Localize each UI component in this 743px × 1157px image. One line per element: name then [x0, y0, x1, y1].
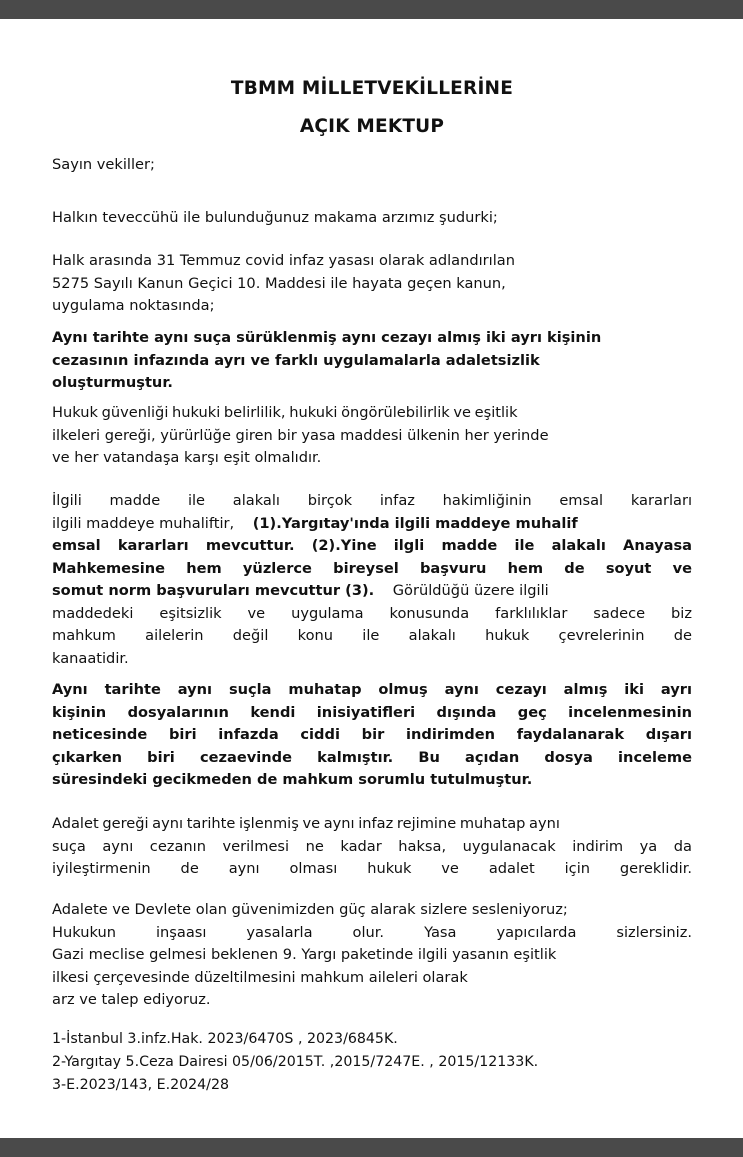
paragraph-line: uygulama noktasında;: [52, 297, 215, 314]
footnote-3: 3-E.2023/143, E.2024/28: [52, 1077, 230, 1093]
paragraph-line: Adalet gereği aynı tarihte işlenmiş ve aynı infaz rejimine muhatap aynı: [52, 815, 560, 832]
paragraph-7: [52, 899, 692, 1012]
paragraph-5-bold: [52, 679, 692, 792]
top-dark-bar: [0, 0, 743, 19]
citation-bold: somut norm başvuruları mevcuttur (3).: [52, 582, 375, 599]
salutation: Sayın vekiller;: [52, 156, 155, 173]
citation-bold: emsal kararları mevcuttur. (2).Yine ilgli madde ile alakalı Anayasa: [52, 537, 692, 554]
paragraph-line: iyileştirmenin de aynı olması hukuk ve adalet için gereklidir.: [52, 860, 692, 877]
paragraph-line: arz ve talep ediyoruz.: [52, 991, 211, 1008]
citation-bold: Mahkemesine hem yüzlerce bireysel başvuru hem de soyut ve: [52, 559, 692, 577]
letter-subtitle: AÇIK MEKTUP: [299, 116, 445, 137]
paragraph-line: Aynı tarihte aynı suçla muhatap olmuş aynı cezayı almış iki ayrı: [52, 681, 692, 698]
paragraph-line: Hukukun inşaası yasalarla olur. Yasa yapıcılarda sizlersiniz.: [52, 923, 692, 941]
footnote-2: 2-Yargıtay 5.Ceza Dairesi 05/06/2015T. ,2015/7247E. , 2015/12133K.: [52, 1054, 539, 1070]
paragraph-line: oluşturmuştur.: [52, 374, 173, 391]
paragraph-line: kanaatidir.: [52, 649, 129, 667]
paragraph-line: çıkarken biri cezaevinde kalmıştır. Bu açıdan dosya inceleme: [52, 748, 692, 766]
paragraph-line: kişinin dosyalarının kendi inisiyatifleri dışında geç incelenmesinin: [52, 703, 692, 721]
bottom-dark-bar: [0, 1138, 743, 1157]
paragraph-line: Aynı tarihte aynı suça sürüklenmiş aynı cezayı almış iki ayrı kişinin: [52, 329, 602, 346]
paragraph-line-part: ilgili maddeye muhaliftir,: [52, 514, 235, 532]
footnote-1: 1-İstanbul 3.infz.Hak. 2023/6470S , 2023/6845K.: [52, 1031, 398, 1047]
paragraph-line: maddedeki eşitsizlik ve uygulama konusunda farklılıklar sadece biz: [52, 604, 692, 622]
paragraph-line: süresindeki gecikmeden de mahkum sorumlu tutulmuştur.: [52, 771, 533, 788]
intro-line: Halkın teveccühü ile bulunduğunuz makama arzımız şudurki;: [52, 209, 498, 226]
paragraph-line: mahkum ailelerin değil konu ile alakalı hukuk çevrelerinin de: [52, 627, 692, 644]
paragraph-line-mixed: [52, 580, 692, 603]
paragraph-line: 5275 Sayılı Kanun Geçici 10. Maddesi ile hayata geçen kanun,: [52, 274, 506, 292]
paragraph-3: [52, 402, 692, 470]
paragraph-line: Gazi meclise gelmesi beklenen 9. Yargı paketinde ilgili yasanın eşitlik: [52, 946, 557, 963]
letter-title: TBMM MİLLETVEKİLLERİNE: [230, 78, 514, 99]
paragraph-line: ve her vatandaşa karşı eşit olmalıdır.: [52, 449, 322, 466]
paragraph-line: ilkesi çerçevesinde düzeltilmesini mahkum aileleri olarak: [52, 968, 468, 986]
paragraph-line: neticesinde biri infazda ciddi bir indirimden faydalanarak dışarı: [52, 726, 692, 743]
paragraph-line: Halk arasında 31 Temmuz covid infaz yasası olarak adlandırılan: [52, 252, 515, 269]
citation-bold: (1).Yargıtay'ında ilgili maddeye muhalif: [252, 514, 578, 532]
paragraph-line: suça aynı cezanın verilmesi ne kadar haksa, uygulanacak indirim ya da: [52, 837, 692, 855]
paragraph-line: İlgili madde ile alakalı birçok infaz hakimliğinin emsal kararları: [52, 492, 692, 509]
paragraph-6: [52, 813, 692, 881]
paragraph-line: Hukuk güvenliği hukuki belirlilik, hukuki öngörülebilirlik ve eşitlik: [52, 404, 518, 421]
paragraph-4: [52, 490, 692, 670]
paragraph-2-bold: [52, 327, 692, 395]
paragraph-line-part: Görüldüğü üzere ilgili: [392, 582, 549, 599]
paragraph-line-mixed: [52, 513, 692, 536]
paragraph-line: Adalete ve Devlete olan güvenimizden güç alarak sizlere sesleniyoruz;: [52, 901, 568, 918]
paragraph-line: ilkeleri gereği, yürürlüğe giren bir yasa maddesi ülkenin her yerinde: [52, 426, 549, 444]
paragraph-line: cezasının infazında ayrı ve farklı uygulamalarla adaletsizlik: [52, 351, 540, 369]
paragraph-1: [52, 250, 692, 318]
